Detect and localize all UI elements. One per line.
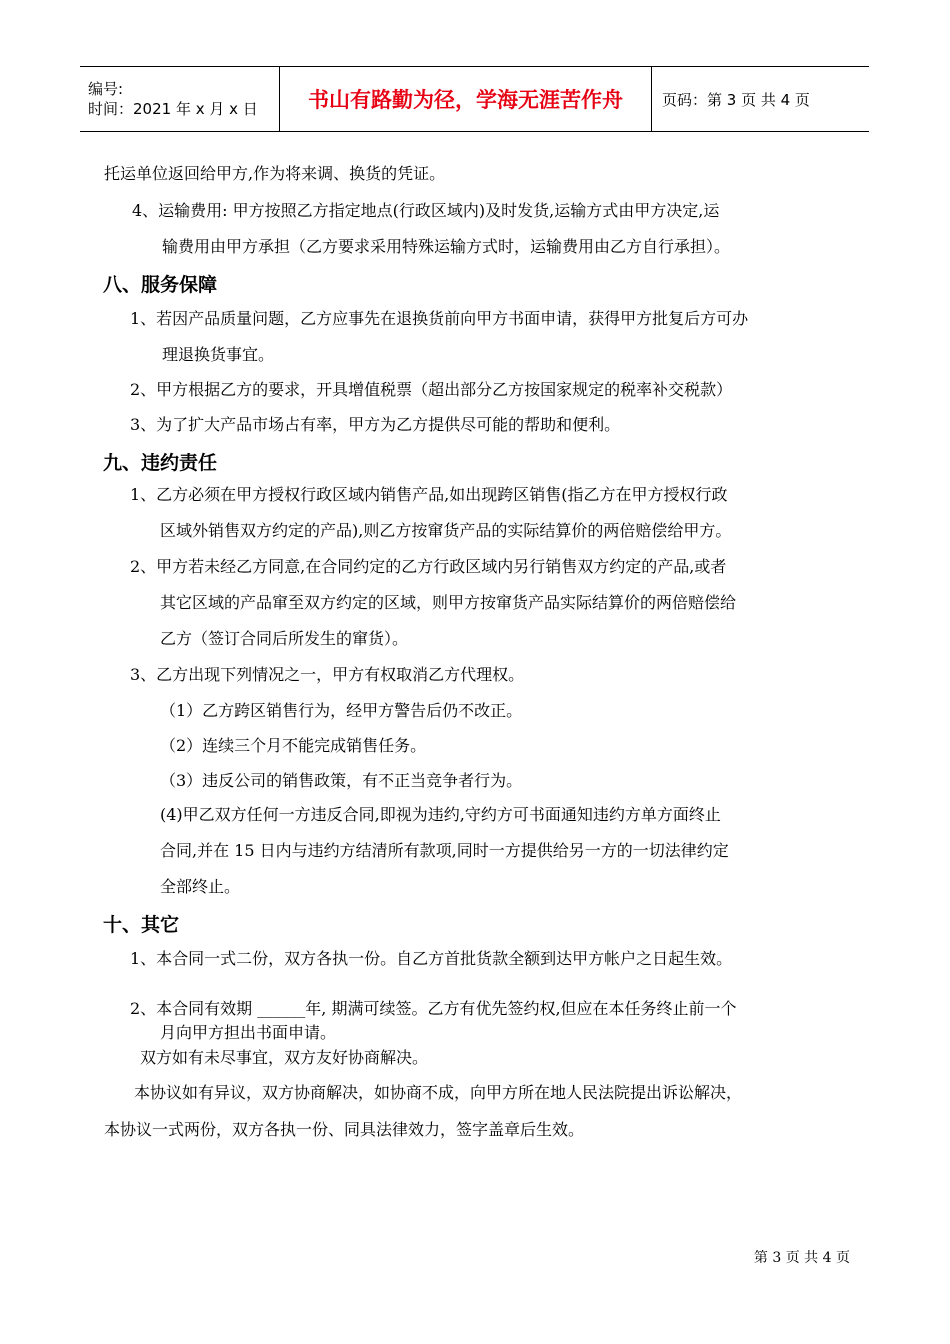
section-heading-9: 九、违约责任: [103, 452, 218, 474]
paragraph-line: 1、若因产品质量问题，乙方应事先在退换货前向甲方书面申请，获得甲方批复后方可办: [130, 309, 749, 328]
page-header: [80, 66, 869, 132]
paragraph-line: 托运单位返回给甲方,作为将来调、换货的凭证。: [104, 164, 446, 183]
paragraph-line: 理退换货事宜。: [162, 345, 275, 364]
paragraph-line: 2、甲方若未经乙方同意,在合同约定的乙方行政区域内另行销售双方约定的产品,或者: [130, 557, 727, 576]
paragraph-line: 输费用由甲方承担（乙方要求采用特殊运输方式时，运输费用由乙方自行承担）。: [162, 237, 731, 256]
paragraph-line: 1、乙方必须在甲方授权行政区域内销售产品,如出现跨区销售(指乙方在甲方授权行政: [130, 485, 728, 504]
paragraph-line: 4、运输费用: 甲方按照乙方指定地点(行政区域内)及时发货,运输方式由甲方决定,运: [132, 201, 720, 220]
paragraph-line: 月向甲方担出书面申请。: [160, 1023, 337, 1042]
paragraph-line: 区域外销售双方约定的产品),则乙方按窜货产品的实际结算价的两倍赔偿给甲方。: [160, 521, 732, 540]
section-heading-10: 十、其它: [103, 914, 180, 936]
header-page-info: 页码：第 3 页 共 4 页: [662, 90, 810, 109]
paragraph-line: 全部终止。: [160, 877, 241, 896]
page-footer: 第 3 页 共 4 页: [753, 1250, 850, 1266]
number-label: 编号:: [88, 80, 124, 98]
list-item: （1）乙方跨区销售行为，经甲方警告后仍不改正。: [160, 701, 523, 720]
paragraph-line: 3、乙方出现下列情况之一，甲方有权取消乙方代理权。: [130, 665, 525, 684]
list-item: （3）违反公司的销售政策，有不正当竞争者行为。: [160, 771, 523, 790]
header-motto: 书山有路勤为径，学海无涯苦作舟: [280, 67, 652, 131]
list-item: （2）连续三个月不能完成销售任务。: [160, 736, 427, 755]
date-label: 时间：2021 年 x 月 x 日: [88, 100, 258, 118]
paragraph-line: 双方如有未尽事宜，双方友好协商解决。: [140, 1048, 429, 1067]
paragraph-line: 3、为了扩大产品市场占有率，甲方为乙方提供尽可能的帮助和便利。: [130, 415, 621, 434]
header-meta: [80, 67, 280, 131]
paragraph-line: 1、本合同一式二份，双方各执一份。自乙方首批货款全额到达甲方帐户之日起生效。: [130, 949, 733, 968]
list-item: (4)甲乙双方任何一方违反合同,即视为违约,守约方可书面通知违约方单方面终止: [160, 805, 721, 824]
paragraph-line: 本协议一式两份，双方各执一份、同具法律效力，签字盖章后生效。: [104, 1120, 585, 1139]
section-heading-8: 八、服务保障: [103, 274, 218, 296]
paragraph-line: 本协议如有异议，双方协商解决，如协商不成，向甲方所在地人民法院提出诉讼解决，: [134, 1083, 743, 1102]
paragraph-line: 其它区域的产品窜至双方约定的区域，则甲方按窜货产品实际结算价的两倍赔偿给: [160, 593, 737, 612]
paragraph-line: 2、甲方根据乙方的要求，开具增值税票（超出部分乙方按国家规定的税率补交税款）: [130, 380, 733, 399]
paragraph-line: 2、本合同有效期 ______年, 期满可续签。乙方有优先签约权,但应在本任务终止前一个: [130, 999, 737, 1018]
paragraph-line: 合同,并在 15 日内与违约方结清所有款项,同时一方提供给另一方的一切法律约定: [160, 841, 729, 860]
paragraph-line: 乙方（签订合同后所发生的窜货）。: [160, 629, 409, 648]
